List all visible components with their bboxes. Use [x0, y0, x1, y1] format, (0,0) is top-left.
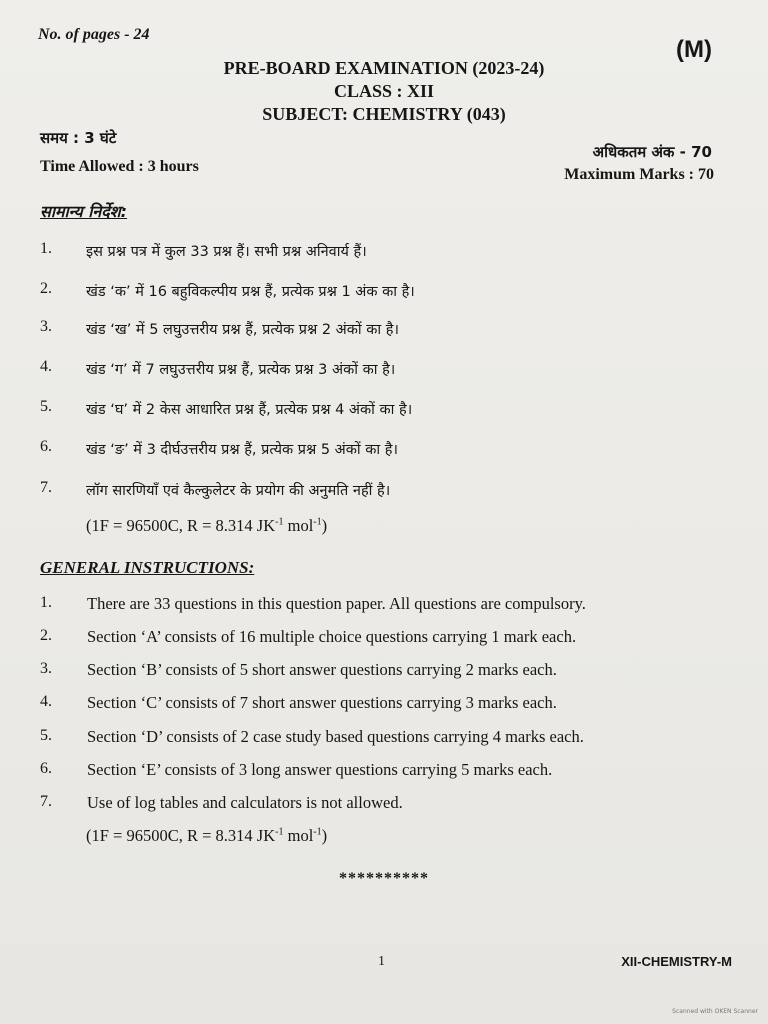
instruction-number: 7. [40, 793, 52, 810]
page-count-label: No. of pages - 24 [38, 26, 150, 43]
hindi-item-text: लॉग सारणियाँ एवं कैल्कुलेटर के प्रयोग की अनुमति नहीं है। [86, 483, 391, 499]
hindi-constants-formula: (1F = 96500C, R = 8.314 $JK^{-1}$ mol$^{-1}$) [86, 516, 328, 535]
time-allowed-hindi: समय : 3 घंटे [40, 129, 117, 147]
hindi-item-text: खंड ‘ग’ में 7 लघुउत्तरीय प्रश्न हैं, प्रत्येक प्रश्न 3 अंकों का है। [86, 362, 396, 378]
class-label: CLASS : XII [333, 81, 435, 101]
hindi-item-number: 1. [40, 240, 52, 257]
instruction-number: 1. [40, 594, 52, 611]
subject-label: SUBJECT: CHEMISTRY (043) [262, 104, 506, 124]
constants-formula: (1F = 96500C, R = 8.314 $JK^{-1}$ mol$^{-1}$) [86, 826, 328, 845]
hindi-item-number: 5. [40, 398, 52, 415]
hindi-item-text: खंड ‘ख’ में 5 लघुउत्तरीय प्रश्न हैं, प्रत्येक प्रश्न 2 अंकों का है। [86, 322, 399, 338]
instruction-number: 6. [40, 760, 52, 777]
hindi-item-number: 3. [40, 318, 52, 335]
section-end-stars: ********** [339, 870, 429, 887]
hindi-item-text: खंड ‘घ’ में 2 केस आधारित प्रश्न हैं, प्रत्येक प्रश्न 4 अंकों का है। [86, 402, 413, 418]
scanner-watermark: Scanned with OKEN Scanner [672, 1008, 758, 1015]
instruction-text: Section ‘A’ consists of 16 multiple choice questions carrying 1 mark each. [87, 627, 577, 646]
instruction-text: Use of log tables and calculators is not allowed. [87, 793, 403, 812]
hindi-item-text: खंड ‘ङ’ में 3 दीर्घउत्तरीय प्रश्न हैं, प्रत्येक प्रश्न 5 अंकों का है। [86, 442, 398, 458]
hindi-item-text: खंड ‘क’ में 16 बहुविकल्पीय प्रश्न हैं, प्रत्येक प्रश्न 1 अंक का है। [86, 284, 415, 300]
hindi-item-text: इस प्रश्न पत्र में कुल 33 प्रश्न हैं। सभी प्रश्न अनिवार्य हैं। [86, 244, 367, 260]
hindi-instructions-heading: सामान्य निर्देश: [40, 202, 128, 221]
set-code: (M) [676, 36, 712, 63]
general-instructions-heading: GENERAL INSTRUCTIONS: [40, 558, 255, 577]
instruction-text: There are 33 questions in this question paper. All questions are compulsory. [87, 594, 586, 613]
hindi-item-number: 7. [40, 479, 52, 496]
max-marks-hindi: अधिकतम अंक - 70 [592, 143, 712, 161]
hindi-item-number: 6. [40, 438, 52, 455]
hindi-item-number: 2. [40, 280, 52, 297]
page-number: 1 [378, 954, 385, 969]
footer-paper-code: XII-CHEMISTRY-M [621, 954, 732, 969]
exam-title: PRE-BOARD EXAMINATION (2023-24) [223, 58, 545, 78]
time-allowed: Time Allowed : 3 hours [40, 158, 199, 175]
instruction-number: 3. [40, 660, 52, 677]
instruction-text: Section ‘B’ consists of 5 short answer questions carrying 2 marks each. [87, 660, 557, 679]
instruction-number: 4. [40, 693, 52, 710]
instruction-text: Section ‘E’ consists of 3 long answer questions carrying 5 marks each. [87, 760, 553, 779]
hindi-item-number: 4. [40, 358, 52, 375]
instruction-text: Section ‘C’ consists of 7 short answer questions carrying 3 marks each. [87, 693, 557, 712]
max-marks: Maximum Marks : 70 [564, 166, 714, 183]
instruction-number: 5. [40, 727, 52, 744]
instruction-text: Section ‘D’ consists of 2 case study based questions carrying 4 marks each. [87, 727, 584, 746]
instruction-number: 2. [40, 627, 52, 644]
